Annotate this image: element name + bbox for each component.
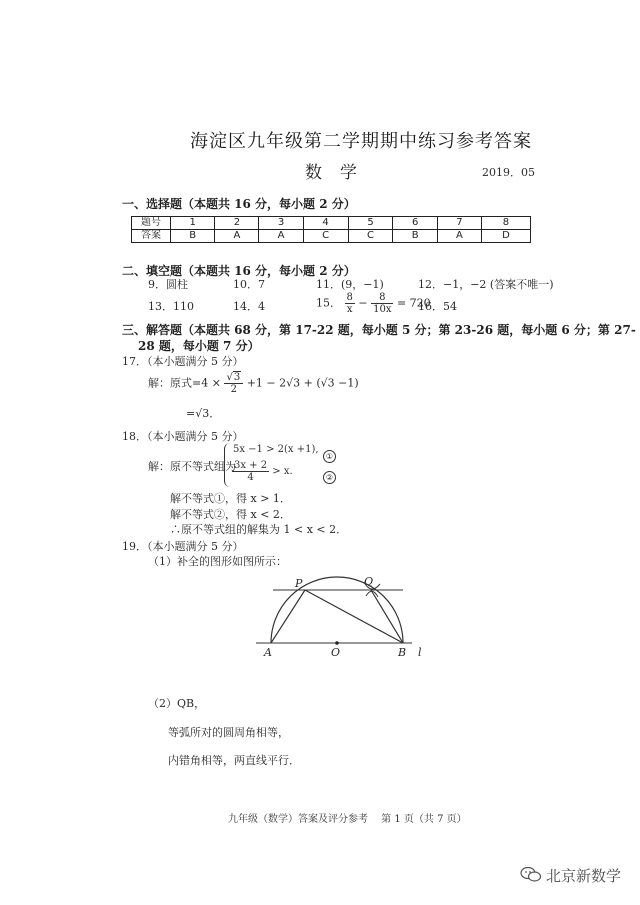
q17-label: 17．（本小题满分 5 分） [122, 355, 244, 368]
section3-heading-line2: 28 题，每小题 7 分） [138, 339, 260, 353]
q19-label: 19．（本小题满分 5 分） [122, 540, 244, 553]
q17-prefix: 解：原式=4 × [148, 376, 221, 390]
label-a: A [264, 646, 272, 659]
subject-title: 数学 [305, 163, 375, 183]
table-cell: 7 [437, 217, 481, 230]
q17-den: 2 [230, 384, 237, 395]
q15-rest: = 720 [396, 296, 431, 310]
wechat-icon [520, 866, 542, 883]
table-cell: C [348, 230, 393, 243]
label-p: P [295, 577, 303, 590]
q15-num1: 8 [346, 292, 353, 303]
row-label-answer: 答案 [132, 230, 171, 243]
q18-num: 3x + 2 [234, 460, 268, 471]
answer-q11: 11．(9，−1) [316, 278, 384, 291]
table-cell: A [215, 230, 259, 243]
table-cell: 6 [393, 217, 437, 230]
q15-den2: 10x [373, 304, 392, 315]
q17-sqrt3: 3 [233, 372, 241, 383]
q17-num: √3 [224, 372, 243, 384]
table-cell: 8 [481, 217, 530, 230]
label-b: B [398, 646, 407, 659]
row-label-number: 题号 [132, 217, 171, 230]
circled-1: ① [323, 450, 336, 463]
q15-den1: x [346, 304, 353, 315]
q19-part1: （1）补全的图形如图所示： [148, 555, 287, 568]
q18-step1: 解不等式①，得 x > 1． [170, 492, 291, 505]
table-cell: B [393, 230, 437, 243]
q19-reason1: 等弧所对的圆周角相等， [168, 726, 289, 739]
section2-heading: 二、填空题（本题共 16 分，每小题 2 分） [122, 264, 356, 278]
table-cell: B [171, 230, 215, 243]
answer-q12: 12．−1，−2 (答案不唯一) [418, 278, 554, 291]
date: 2019．05 [482, 166, 535, 179]
q19-part2: （2）QB， [148, 697, 206, 710]
chord-pb [305, 590, 403, 643]
table-cell: A [259, 230, 303, 243]
table-cell: 1 [171, 217, 215, 230]
label-l: l [418, 646, 422, 659]
section1-heading: 一、选择题（本题共 16 分，每小题 2 分） [122, 197, 356, 211]
q18-step2: 解不等式②，得 x < 2． [170, 508, 291, 521]
page-title: 海淀区九年级第二学期期中练习参考答案 [190, 131, 532, 152]
q18-label: 18．（本小题满分 5 分） [122, 430, 244, 443]
watermark-text: 北京新数学 [546, 867, 622, 885]
table-cell: C [303, 230, 348, 243]
q18-ineq1: 5x −1 > 2(x +1), [233, 444, 319, 455]
q17-line2: =√3． [186, 407, 221, 420]
answer-q10: 10．7 [233, 278, 265, 291]
q18-step3: ∴原不等式组的解集为 1 < x < 2． [170, 523, 348, 536]
answer-q9: 9．圆柱 [148, 278, 188, 291]
q18-ineq2-rest: > x. [272, 466, 293, 477]
table-cell: 3 [259, 217, 303, 230]
answer-q16: 16．54 [418, 300, 457, 313]
label-o: O [331, 646, 341, 659]
q18-den: 4 [247, 472, 254, 483]
q15-prefix: 15． [316, 296, 341, 310]
q15-num2: 8 [371, 292, 393, 304]
answer-q13: 13．110 [148, 300, 194, 313]
section3-heading-line1: 三、解答题（本题共 68 分，第 17-22 题，每小题 5 分；第 23-26 题，每小题 6 分；第 27- [122, 323, 636, 337]
table-cell: D [481, 230, 530, 243]
center-point-o [335, 641, 339, 645]
page-footer: 九年级（数学）答案及评分参考 第 1 页（共 7 页） [228, 814, 467, 825]
table-cell: 4 [303, 217, 348, 230]
q19-reason2: 内错角相等，两直线平行． [168, 754, 300, 767]
table-cell: 5 [348, 217, 393, 230]
q18-intro: 解：原不等式组为 [148, 460, 236, 473]
table-cell: 2 [215, 217, 259, 230]
q15-minus: − [358, 296, 368, 310]
label-q: Q [364, 575, 374, 588]
q17-rest: +1 − 2√3 + (√3 −1) [246, 376, 359, 390]
answer-q14: 14．4 [233, 300, 265, 313]
circled-2: ② [323, 471, 336, 484]
table-cell: A [437, 230, 481, 243]
